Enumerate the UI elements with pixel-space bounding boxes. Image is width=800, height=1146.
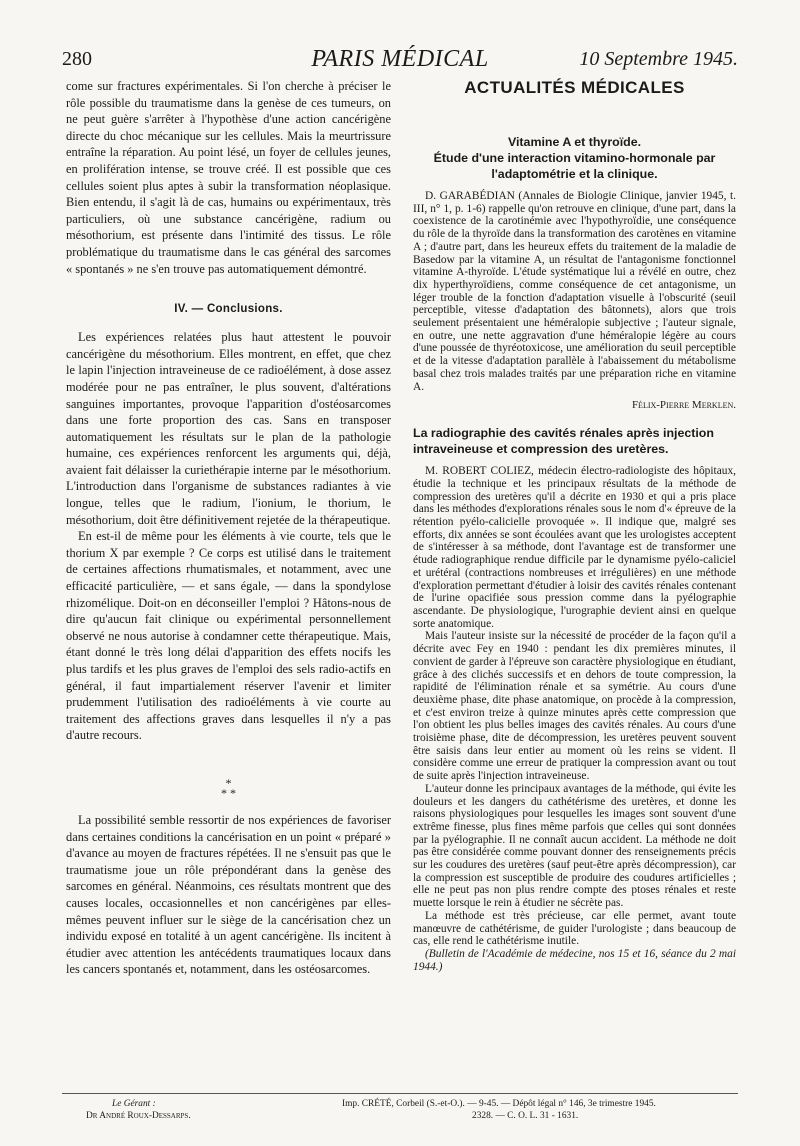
article2-paragraph-1: M. ROBERT COLIEZ, médecin électro-radiologiste des hôpitaux, étudie la technique et les principaux résultats de la méthode de compression des uretères qu'il a décrite en 1930 et qui a pris place dans les méthodes d'explorations rénales sous le nom d'« épreuve de la rétention pyélo-calicielle provoquée ». Il indique que, malgré ses efforts, dix années se sont écoulées avant que les urologistes acceptent de s'intéresser à sa méthode, dont l'avantage est de transformer une étude radiographique rendue difficile par le dynamisme pyélo-caliciel et urétéral (contractions nombreuses et irrégulières) en une méthode d'exploration permettant d'étudier à loisir des cavités rénales contenant de l'urine opacifiée sous pression comme dans la pyélographie ascendante. De physiologique, l'urographie devient ainsi en quelque sorte anatomique. xyxy=(413,465,736,630)
section-heading-conclusions: IV. — Conclusions. xyxy=(174,303,283,316)
conclusion-paragraph-2: En est-il de même pour les éléments à vie courte, tels que le thorium X par exemple ? Ce corps est utilisé dans le traitement de certaines affections rhumatismales, et notamment, avec une efficacité particulière, — et sans égale, — dans la spondylose rhizomélique. Doit-on en déconseiller l'emploi ? Hâtons-nous de dire qu'aucun fait clinique ou expérimental personnellement observé ne nous autorise à condamner cette thérapeutique. Mais, étant donné le très long délai d'apparition des effets nocifs les plus tardifs et les plus graves de l'emploi des sels radio-actifs en général, il faut impartialement réserver l'avenir et limiter prudemment l'utilisation des radioéléments à vie courte au traitement des affections graves dans lesquelles il n'y a pas d'autre recours. xyxy=(66,529,391,743)
article2-paragraph-3: L'auteur donne les principaux avantages de la méthode, qui évite les douleurs et les dangers du cathétérisme des uretères, et donne les raisons physiologiques pour lesquelles les images sont souvent d'une extrême finesse, plus fines même parfois que celles qui sont données par la pyélographie. Il ne connaît aucun accident. La méthode ne doit pas être considérée comme pouvant donner des renseignements précis sur les coudures des uretères (sauf peut-être après décompression), car la compression est susceptible de produire des coudures artificielles ; elle ne peut pas non plus rendre compte des ptoses rénales et reste muette lorsque le rein à étudier ne sécrète pas. xyxy=(413,782,736,910)
footer-imprint xyxy=(342,1098,738,1122)
footer-gerant xyxy=(86,1098,191,1122)
journal-title: PARIS MÉDICAL xyxy=(311,46,489,72)
paragraph-intro: come sur fractures expérimentales. Si l'on cherche à préciser le rôle possible du traumatisme dans la genèse de ces tumeurs, on ne peut guère s'arrêter à l'hypothèse d'une action cancérigène directe du choc mécanique sur les cellules. Mais la meurtrissure entraîne la réparation. Au point lésé, un foyer de cellules jeunes, en prolifération intense, se trouve créé. Il est possible que ces cellules soient plus aptes à subir la transformation néoplasique. Bien entendu, il s'agit là de cas, humains ou expérimentaux, très particuliers, où une substance cancérigène, radium ou mésothorium, est présente dans l'intimité des tissus. Le rôle problématique du traumatisme dans le cas général des sarcomes « spontanés » ne s'en trouve pas automatiquement démontré. xyxy=(66,79,391,276)
imprint-line-2: 2328. — C. O. L. 31 - 1631. xyxy=(472,1111,579,1121)
article1-signature: Félix-Pierre Merklen. xyxy=(631,399,736,412)
article2-title: La radiographie des cavités rénales après injection intraveineuse et compression des uretères. xyxy=(413,426,714,457)
right-column xyxy=(413,78,736,973)
rubric-heading: ACTUALITÉS MÉDICALES xyxy=(464,78,685,97)
asterism-top: * xyxy=(225,775,232,790)
article2-citation: (Bulletin de l'Académie de médecine, nos 15 et 16, séance du 2 mai 1944.) xyxy=(413,947,736,973)
conclusion-paragraph-3: La possibilité semble ressortir de nos expériences de favoriser dans certaines conditions la cancérisation en un point « préparé » d'avance au moyen de fractures répétées. Il ne s'ensuit pas que le traumatisme joue un rôle prépondérant dans la genèse des sarcomes en général. Néanmoins, ces résultats montrent que des causes locales, occasionnelles et non cancérigènes par elles-mêmes peuvent influer sur le siège de la cancérisation chez un individu exposé en totalité à un agent cancérigène. Ils incitent à étudier avec attention les antécédents traumatiques locaux dans les cancers spontanés et, notamment, dans les ostéosarcomes. xyxy=(66,812,391,977)
article1-title-line2: Étude d'une interaction vitamino-hormonale par l'adaptométrie et la clinique. xyxy=(433,151,716,181)
page-number: 280 xyxy=(62,48,92,70)
article2-paragraph-4: La méthode est très précieuse, car elle permet, avant toute manœuvre de cathétérisme, de guider l'urologiste ; dans beaucoup de cas, elle rend le cathétérisme inutile. xyxy=(413,909,736,948)
imprint-line-1: Imp. CRÉTÉ, Corbeil (S.-et-O.). — 9-45. — Dépôt légal n° 146, 3e trimestre 1945. xyxy=(342,1099,656,1109)
issue-date: 10 Septembre 1945. xyxy=(579,48,738,70)
article1-body: D. GARABÉDIAN (Annales de Biologie Clinique, janvier 1945, t. III, n° 1, p. 1-6) rappelle qu'on retrouve en clinique, d'une part, dans la coexistence de la carotinémie avec l'hypothyroïdie, une conséquence du rôle de la thyroïde dans la transformation des carotènes en vitamine A ; d'autre part, dans les heureux effets du traitement de la maladie de Basedow par la vitamine A, un résultat de l'antagonisme fonctionnel vitamine A-thyroïde. L'étude systématique lui a révélé en outre, chez dix hyperthyroïdiens, comme conséquence de cet antagonisme, un léger trouble de la fonction d'adaptation visuelle à l'obscurité (seuil perceptible, vitesse d'adaptation des bâtonnets), alors que trois seulement présentaient une héméralopie subjective ; l'auteur signale, en outre, une nette aggravation d'une héméralopie légère au cours d'une poussée de thyréotoxicose, une amélioration du seuil perceptible et de la vitesse d'adaptation parallèle à l'abaissement du métabolisme basal chez trois malades traités par une préparation riche en vitamine A. xyxy=(413,190,736,393)
asterism-bottom: * * xyxy=(221,785,236,800)
page-header xyxy=(62,44,738,74)
article2-paragraph-2: Mais l'auteur insiste sur la nécessité de procéder de la façon qu'il a décrite avec Fey en 1940 : pendant les dix premières minutes, il convient de garder à l'épreuve son caractère physiologique en étudiant, grâce à des clichés successifs et en dehors de toute compression, la rapidité de l'élimination rénale et sa symétrie. Au cours d'une deuxième phase, dite phase anatomique, on procède à la compression, et c'est environ treize à quinze minutes après cette compression que l'on obtient les plus belles images des cavités rénales. Au cours d'une troisième phase, dite de décompression, les uretères peuvent souvent être saisis dans leur entier au moment où les reins se vident. Il considère comme une erreur de pratiquer la compression avant ou tout de suite après l'injection intraveineuse. xyxy=(413,630,736,783)
article1-title-line1: Vitamine A et thyroïde. xyxy=(507,135,642,149)
gerant-name: Dr André Roux-Dessarps. xyxy=(86,1111,191,1121)
gerant-label: Le Gérant : xyxy=(112,1099,156,1109)
footer-rule xyxy=(62,1093,738,1094)
left-column xyxy=(66,78,391,978)
conclusion-paragraph-1: Les expériences relatées plus haut attestent le pouvoir cancérigène du mésothorium. Elles montrent, en effet, que chez le lapin l'injection intraveineuse de ce radioélément, à dose assez modérée pour ne pas entraîner, le plus souvent, d'altérations sanguines importantes, provoque l'apparition d'ostéosarcomes dans une forte proportion des cas. Sans en transposer automatiquement les résultats sur le plan de la pathologie humaine, ces expériences renforcent les arguments qui, déjà, avaient fait délaisser la curiethérapie interne par le mésothorium. L'introduction dans l'organisme de substances radiantes à vie longue, telles que le radium, l'ionium, le thorium, le mésothorium, doit être définitivement rejetée de la thérapeutique. xyxy=(66,330,391,527)
